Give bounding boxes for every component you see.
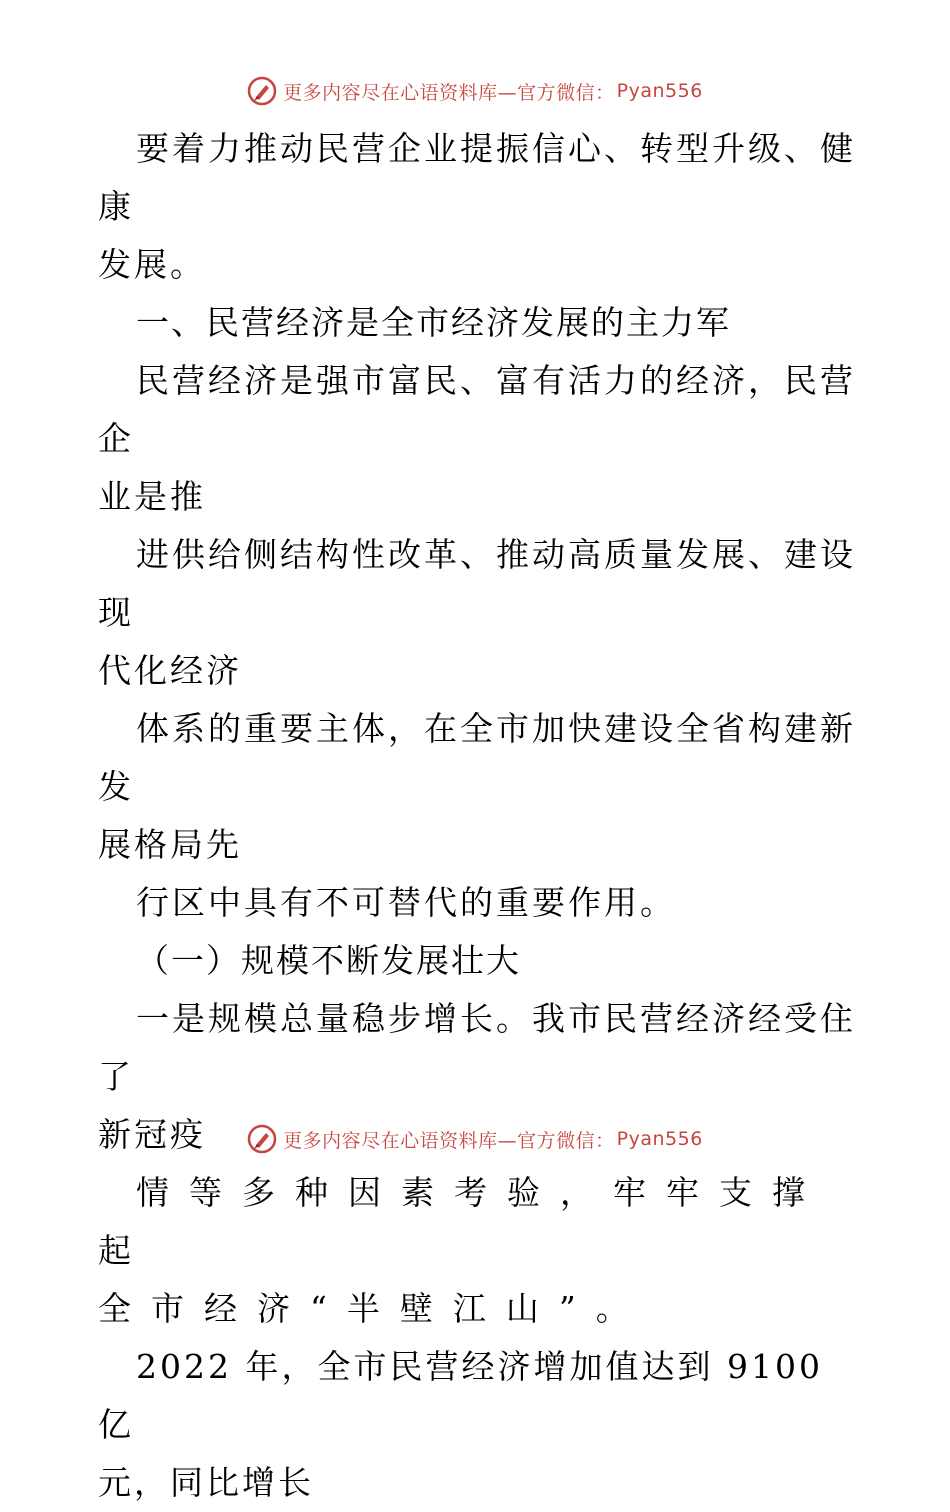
text-line: 一是规模总量稳步增长。我市民营经济经受住了 [98, 999, 856, 1096]
text-line: 体系的重要主体，在全市加快建设全省构建新发 [98, 709, 856, 806]
watermark-footer [0, 1124, 950, 1154]
pen-logo-icon [247, 76, 277, 106]
text-line: 进供给侧结构性改革、推动高质量发展、建设现 [98, 535, 856, 632]
text-line: 发展。 [98, 245, 206, 284]
text-line: 元，同比增长 [98, 1463, 314, 1502]
text-line: 要着力推动民营企业提振信心、转型升级、健康 [98, 129, 856, 226]
text-line: 展格局先 [98, 825, 242, 864]
watermark-header [0, 76, 950, 106]
document-body [98, 120, 858, 1512]
text-line: 2022 年，全市民营经济增加值达到 9100 亿 [98, 1347, 823, 1444]
text-line: 民营经济是强市富民、富有活力的经济，民营企 [98, 361, 856, 458]
text-line: 行区中具有不可替代的重要作用。 [136, 883, 676, 922]
pen-logo-icon [247, 1124, 277, 1154]
subsection-heading: （一）规模不断发展壮大 [136, 941, 521, 980]
watermark-wechat-id: Pyan556 [616, 1128, 703, 1150]
text-line: 情等多种因素考验，牢牢支撑起 [98, 1173, 825, 1270]
watermark-text: 更多内容尽在心语资料库—官方微信： [283, 81, 615, 104]
text-line: 业是推 [98, 477, 206, 516]
watermark-wechat-id: Pyan556 [616, 80, 703, 102]
section-heading: 一、民营经济是全市经济发展的主力军 [136, 303, 731, 342]
text-line: 代化经济 [98, 651, 242, 690]
watermark-text: 更多内容尽在心语资料库—官方微信： [283, 1129, 615, 1152]
text-line: 新冠疫 [98, 1115, 206, 1154]
text-line: 全市经济“半壁江山”。 [98, 1289, 649, 1328]
